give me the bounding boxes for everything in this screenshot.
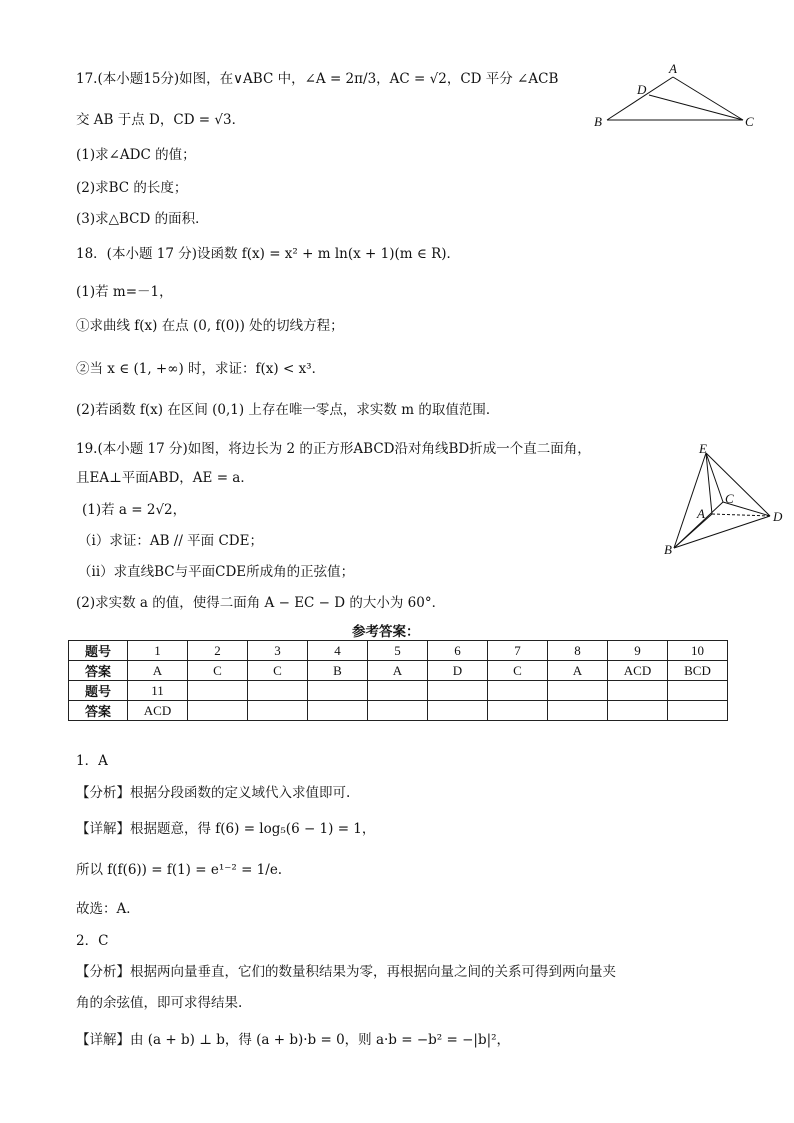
- row-label: 答案: [69, 701, 128, 721]
- sol1-detail: 【详解】根据题意，得 f(6) = log₅(6 − 1) = 1，: [76, 821, 376, 837]
- q18-part1: (1)若 m=－1，: [76, 284, 173, 300]
- answer-table: [68, 640, 728, 721]
- table-row: [69, 681, 728, 701]
- q19-part1a: （i）求证：AB // 平面 CDE；: [78, 533, 263, 549]
- table-cell: ACD: [128, 701, 188, 721]
- table-cell: D: [428, 661, 488, 681]
- sol1-result: 所以 f(f(6)) = f(1) = e¹⁻² = 1/e.: [76, 862, 283, 878]
- table-cell: 7: [488, 641, 548, 661]
- q18-part1b: ②当 x ∈ (1, +∞) 时，求证：f(x) < x³．: [76, 361, 326, 377]
- table-cell: 6: [428, 641, 488, 661]
- label-A: A: [697, 506, 705, 521]
- q17-line2: 交 AB 于点 D，CD = √3．: [76, 112, 246, 128]
- table-cell: A: [128, 661, 188, 681]
- table-cell: 4: [308, 641, 368, 661]
- q17-part2: (2)求BC 的长度；: [76, 180, 188, 196]
- table-cell: 5: [368, 641, 428, 661]
- table-cell: C: [248, 661, 308, 681]
- q19-line2: 且EA⊥平面ABD，AE = a．: [76, 470, 254, 486]
- q18-part2: (2)若函数 f(x) 在区间 (0,1) 上存在唯一零点，求实数 m 的取值范围．: [76, 402, 500, 418]
- sol1-head: 1．A: [76, 753, 108, 769]
- table-cell: BCD: [668, 661, 728, 681]
- table-cell: B: [308, 661, 368, 681]
- label-E: E: [699, 441, 707, 456]
- table-cell: 11: [128, 681, 188, 701]
- table-cell: ACD: [608, 661, 668, 681]
- table-cell: C: [188, 661, 248, 681]
- table-cell: A: [368, 661, 428, 681]
- table-cell: 10: [668, 641, 728, 661]
- q19-part1: (1)若 a = 2√2，: [82, 502, 187, 518]
- q19-part1b: （ii）求直线BC与平面CDE所成角的正弦值；: [78, 564, 355, 580]
- label-D: D: [637, 82, 647, 97]
- table-row: [69, 641, 728, 661]
- table-cell: C: [488, 661, 548, 681]
- q19-line1: 19.(本小题 17 分)如图，将边长为 2 的正方形ABCD沿对角线BD折成一个直二面角，: [76, 441, 591, 457]
- table-cell: 1: [128, 641, 188, 661]
- label-B: B: [594, 114, 602, 129]
- sol2-detail: 【详解】由 (a + b) ⊥ b，得 (a + b)·b = 0，则 a·b = −b² = −|b|²，: [76, 1032, 511, 1048]
- q19-pyramid-figure: [660, 440, 790, 560]
- table-cell: A: [548, 661, 608, 681]
- table-row: [69, 661, 728, 681]
- table-cell: 3: [248, 641, 308, 661]
- sol2-analysis1: 【分析】根据两向量垂直，它们的数量积结果为零，再根据向量之间的关系可得到两向量夹: [76, 964, 616, 980]
- q18-part1a: ①求曲线 f(x) 在点 (0, f(0)) 处的切线方程；: [76, 318, 344, 334]
- sol1-choose: 故选：A．: [76, 901, 140, 917]
- sol2-head: 2．C: [76, 933, 109, 949]
- label-C: C: [725, 491, 734, 506]
- q17-line1: 17.(本小题15分)如图，在∨ABC 中，∠A = 2π/3，AC = √2，CD 平分 ∠ACB: [76, 71, 559, 87]
- label-B: B: [664, 542, 672, 557]
- q19-part2: (2)求实数 a 的值，使得二面角 A − EC − D 的大小为 60°．: [76, 595, 446, 611]
- q17-triangle-figure: [585, 58, 765, 133]
- label-D: D: [773, 509, 783, 524]
- q18-line1: 18．(本小题 17 分)设函数 f(x) = x² + m ln(x + 1)(m ∈ R)．: [76, 246, 461, 262]
- row-label: 题号: [69, 641, 128, 661]
- sol1-analysis: 【分析】根据分段函数的定义域代入求值即可.: [76, 785, 351, 801]
- label-A: A: [669, 61, 677, 76]
- table-cell: 8: [548, 641, 608, 661]
- q17-part1: (1)求∠ADC 的值；: [76, 147, 196, 163]
- row-label: 答案: [69, 661, 128, 681]
- table-row: [69, 701, 728, 721]
- table-cell: 2: [188, 641, 248, 661]
- sol2-analysis2: 角的余弦值，即可求得结果.: [76, 995, 243, 1011]
- q17-part3: (3)求△BCD 的面积．: [76, 211, 209, 227]
- label-C: C: [745, 114, 754, 129]
- row-label: 题号: [69, 681, 128, 701]
- table-cell: 9: [608, 641, 668, 661]
- answers-title: 参考答案：: [352, 624, 420, 640]
